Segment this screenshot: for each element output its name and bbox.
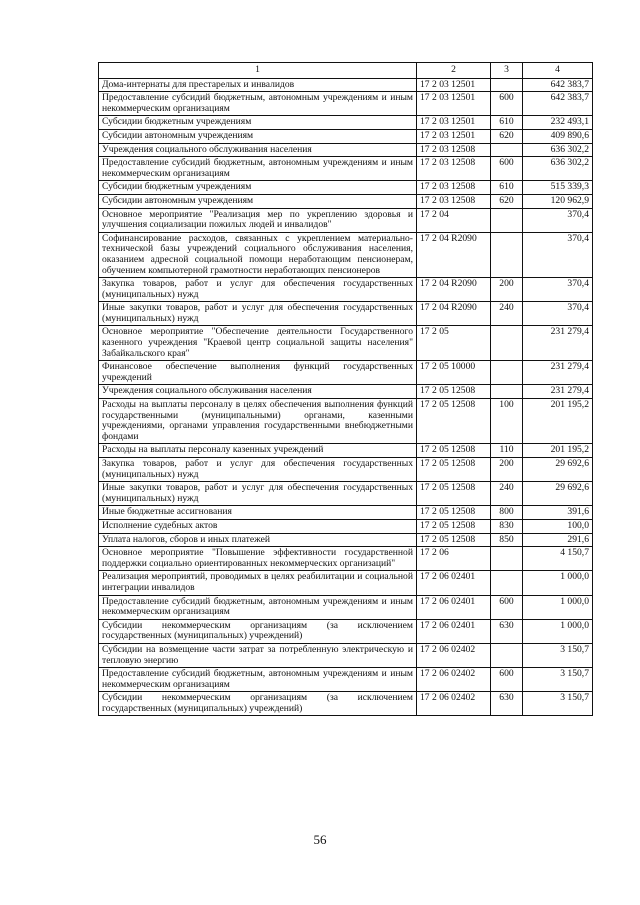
header-row: [99, 63, 593, 79]
cell-name: Иные бюджетные ассигнования: [99, 506, 417, 520]
cell-expense-type: 240: [491, 482, 523, 506]
table-row: [99, 361, 593, 385]
cell-name: Субсидии бюджетным учреждениям: [99, 181, 417, 195]
cell-code: 17 2 03 12501: [417, 129, 491, 143]
cell-name: Закупка товаров, работ и услуг для обеспечения государственных (муниципальных) нужд: [99, 278, 417, 302]
cell-amount: 29 692,6: [523, 458, 593, 482]
table-row: [99, 482, 593, 506]
cell-name: Расходы на выплаты персоналу казенных учреждений: [99, 444, 417, 458]
cell-name: Субсидии бюджетным учреждениям: [99, 116, 417, 130]
cell-expense-type: 200: [491, 458, 523, 482]
cell-amount: 201 195,2: [523, 444, 593, 458]
table-row: [99, 326, 593, 361]
cell-name: Предоставление субсидий бюджетным, автономным учреждениям и иным некоммерческим организациям: [99, 92, 417, 116]
table-row: [99, 595, 593, 619]
cell-code: 17 2 04: [417, 208, 491, 232]
cell-code: 17 2 06 02402: [417, 668, 491, 692]
cell-expense-type: 830: [491, 519, 523, 533]
cell-name: Иные закупки товаров, работ и услуг для обеспечения государственных (муниципальных) нужд: [99, 302, 417, 326]
table-row: [99, 533, 593, 547]
cell-name: Расходы на выплаты персоналу в целях обеспечения выполнения функций государственными (муниципальными) органами, казенными учреждениями, органами управления государственными внебюджетными фондами: [99, 399, 417, 444]
cell-code: 17 2 04 R2090: [417, 278, 491, 302]
cell-amount: 120 962,9: [523, 194, 593, 208]
cell-amount: 642 383,7: [523, 78, 593, 92]
cell-name: Основное мероприятие "Обеспечение деятельности Государственного казенного учреждения "Краевой центр социальной защиты населения" Забайкальского края": [99, 326, 417, 361]
table-row: [99, 519, 593, 533]
cell-code: 17 2 05 12508: [417, 482, 491, 506]
cell-code: 17 2 05: [417, 326, 491, 361]
cell-code: 17 2 05 12508: [417, 519, 491, 533]
cell-code: 17 2 06: [417, 547, 491, 571]
header-col-code: 2: [417, 63, 491, 79]
table-row: [99, 444, 593, 458]
cell-expense-type: 620: [491, 194, 523, 208]
budget-table: [98, 62, 593, 716]
cell-expense-type: [491, 643, 523, 667]
cell-expense-type: 600: [491, 668, 523, 692]
cell-amount: 231 279,4: [523, 326, 593, 361]
table-row: [99, 181, 593, 195]
cell-amount: 3 150,7: [523, 668, 593, 692]
cell-amount: 515 339,3: [523, 181, 593, 195]
cell-amount: 291,6: [523, 533, 593, 547]
cell-code: 17 2 03 12501: [417, 78, 491, 92]
cell-amount: 1 000,0: [523, 595, 593, 619]
cell-code: 17 2 05 12508: [417, 399, 491, 444]
cell-amount: 4 150,7: [523, 547, 593, 571]
cell-amount: 370,4: [523, 232, 593, 277]
cell-expense-type: 620: [491, 129, 523, 143]
cell-expense-type: 630: [491, 619, 523, 643]
cell-name: Учреждения социального обслуживания населения: [99, 385, 417, 399]
cell-code: 17 2 06 02401: [417, 595, 491, 619]
table-row: [99, 116, 593, 130]
table-row: [99, 668, 593, 692]
cell-amount: 1 000,0: [523, 619, 593, 643]
table-row: [99, 208, 593, 232]
table-row: [99, 643, 593, 667]
cell-amount: 29 692,6: [523, 482, 593, 506]
cell-name: Финансовое обеспечение выполнения функций государственных учреждений: [99, 361, 417, 385]
header-col-sum: 4: [523, 63, 593, 79]
cell-expense-type: 600: [491, 92, 523, 116]
cell-amount: 1 000,0: [523, 571, 593, 595]
cell-code: 17 2 03 12508: [417, 194, 491, 208]
cell-expense-type: 600: [491, 157, 523, 181]
cell-name: Субсидии автономным учреждениям: [99, 194, 417, 208]
cell-expense-type: [491, 78, 523, 92]
cell-name: Уплата налогов, сборов и иных платежей: [99, 533, 417, 547]
table-row: [99, 506, 593, 520]
cell-amount: 3 150,7: [523, 692, 593, 716]
table-row: [99, 619, 593, 643]
table-row: [99, 157, 593, 181]
budget-sheet: [98, 62, 592, 716]
table-row: [99, 278, 593, 302]
cell-expense-type: 110: [491, 444, 523, 458]
cell-name: Закупка товаров, работ и услуг для обеспечения государственных (муниципальных) нужд: [99, 458, 417, 482]
cell-code: 17 2 05 12508: [417, 533, 491, 547]
cell-amount: 642 383,7: [523, 92, 593, 116]
cell-expense-type: 600: [491, 595, 523, 619]
cell-amount: 201 195,2: [523, 399, 593, 444]
table-row: [99, 92, 593, 116]
cell-name: Предоставление субсидий бюджетным, автономным учреждениям и иным некоммерческим организациям: [99, 595, 417, 619]
cell-expense-type: [491, 208, 523, 232]
cell-expense-type: [491, 385, 523, 399]
cell-name: Исполнение судебных актов: [99, 519, 417, 533]
cell-code: 17 2 05 12508: [417, 444, 491, 458]
cell-code: 17 2 03 12508: [417, 157, 491, 181]
cell-amount: 3 150,7: [523, 643, 593, 667]
table-body: [99, 78, 593, 716]
cell-code: 17 2 04 R2090: [417, 232, 491, 277]
cell-code: 17 2 06 02402: [417, 692, 491, 716]
cell-name: Основное мероприятие "Реализация мер по укреплению здоровья и улучшения социализации пожилых людей и инвалидов": [99, 208, 417, 232]
cell-code: 17 2 03 12501: [417, 116, 491, 130]
cell-code: 17 2 06 02402: [417, 643, 491, 667]
header-col-name: 1: [99, 63, 417, 79]
cell-amount: 370,4: [523, 208, 593, 232]
cell-name: Субсидии некоммерческим организациям (за исключением государственных (муниципальных) учреждений): [99, 692, 417, 716]
cell-amount: 370,4: [523, 302, 593, 326]
cell-amount: 370,4: [523, 278, 593, 302]
cell-expense-type: 610: [491, 116, 523, 130]
cell-name: Предоставление субсидий бюджетным, автономным учреждениям и иным некоммерческим организациям: [99, 157, 417, 181]
cell-expense-type: 200: [491, 278, 523, 302]
table-row: [99, 129, 593, 143]
cell-code: 17 2 05 10000: [417, 361, 491, 385]
cell-code: 17 2 05 12508: [417, 385, 491, 399]
cell-expense-type: 240: [491, 302, 523, 326]
cell-name: Реализация мероприятий, проводимых в целях реабилитации и социальной интеграции инвалидов: [99, 571, 417, 595]
table-row: [99, 692, 593, 716]
cell-expense-type: 630: [491, 692, 523, 716]
cell-code: 17 2 04 R2090: [417, 302, 491, 326]
cell-name: Субсидии некоммерческим организациям (за исключением государственных (муниципальных) учреждений): [99, 619, 417, 643]
table-row: [99, 547, 593, 571]
cell-name: Субсидии автономным учреждениям: [99, 129, 417, 143]
cell-code: 17 2 03 12501: [417, 92, 491, 116]
cell-expense-type: 610: [491, 181, 523, 195]
cell-name: Иные закупки товаров, работ и услуг для обеспечения государственных (муниципальных) нужд: [99, 482, 417, 506]
cell-expense-type: [491, 571, 523, 595]
cell-amount: 391,6: [523, 506, 593, 520]
header-col-vr: 3: [491, 63, 523, 79]
cell-name: Субсидии на возмещение части затрат за потребленную электрическую и тепловую энергию: [99, 643, 417, 667]
table-row: [99, 194, 593, 208]
cell-amount: 232 493,1: [523, 116, 593, 130]
table-row: [99, 399, 593, 444]
cell-expense-type: [491, 143, 523, 157]
table-row: [99, 571, 593, 595]
cell-expense-type: [491, 361, 523, 385]
cell-expense-type: 100: [491, 399, 523, 444]
cell-name: Дома-интернаты для престарелых и инвалидов: [99, 78, 417, 92]
cell-code: 17 2 05 12508: [417, 458, 491, 482]
cell-name: Основное мероприятие "Повышение эффективности государственной поддержки социально ориентированных некоммерческих организаций": [99, 547, 417, 571]
cell-expense-type: [491, 547, 523, 571]
cell-expense-type: 850: [491, 533, 523, 547]
table-row: [99, 232, 593, 277]
cell-amount: 231 279,4: [523, 361, 593, 385]
cell-code: 17 2 03 12508: [417, 181, 491, 195]
cell-code: 17 2 05 12508: [417, 506, 491, 520]
cell-amount: 231 279,4: [523, 385, 593, 399]
page-number: 56: [313, 832, 327, 847]
cell-code: 17 2 06 02401: [417, 619, 491, 643]
cell-amount: 409 890,6: [523, 129, 593, 143]
cell-name: Предоставление субсидий бюджетным, автономным учреждениям и иным некоммерческим организациям: [99, 668, 417, 692]
cell-code: 17 2 06 02401: [417, 571, 491, 595]
cell-amount: 636 302,2: [523, 157, 593, 181]
table-row: [99, 385, 593, 399]
table-row: [99, 458, 593, 482]
cell-expense-type: [491, 326, 523, 361]
cell-name: Софинансирование расходов, связанных с укреплением материально-технической базы учреждений социального обслуживания населения, оказанием адресной социальной помощи неработающим пенсионерам, обучением компьютерной грамотности неработающих пенсионеров: [99, 232, 417, 277]
table-row: [99, 302, 593, 326]
cell-expense-type: [491, 232, 523, 277]
table-row: [99, 143, 593, 157]
cell-expense-type: 800: [491, 506, 523, 520]
cell-amount: 636 302,2: [523, 143, 593, 157]
cell-code: 17 2 03 12508: [417, 143, 491, 157]
table-row: [99, 78, 593, 92]
cell-amount: 100,0: [523, 519, 593, 533]
cell-name: Учреждения социального обслуживания населения: [99, 143, 417, 157]
